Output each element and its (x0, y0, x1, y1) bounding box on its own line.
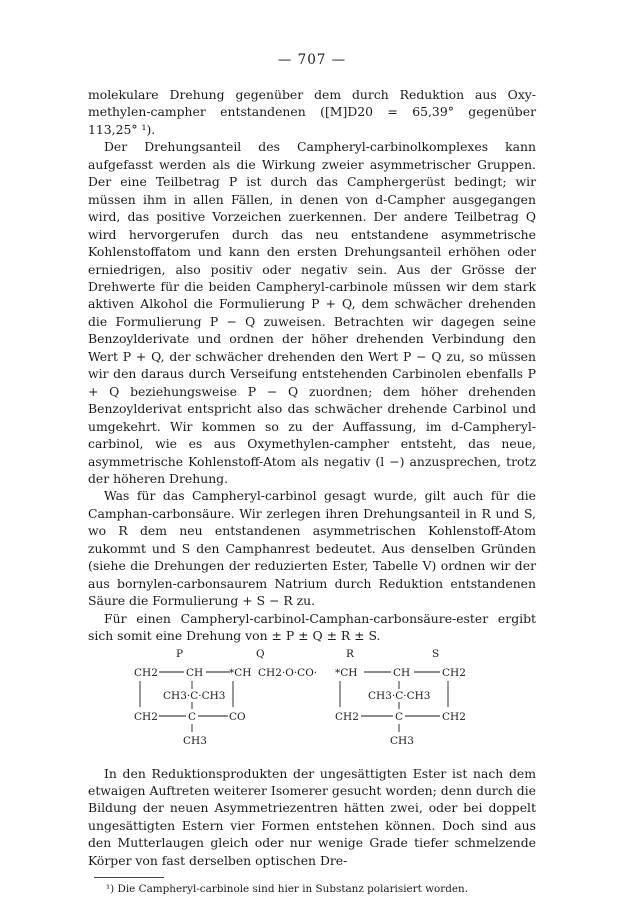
formula-label-s: S (432, 647, 440, 660)
formula-right-star-ch: *CH (335, 666, 358, 679)
formula-label-q: Q (256, 647, 265, 660)
formula-right-ch: CH (393, 666, 411, 679)
page-content (88, 52, 536, 896)
formula-left-bottom-c: C (188, 710, 197, 723)
formula-right-bottom-ch2: CH2 (335, 710, 359, 723)
formula-star-ch: *CH (229, 666, 252, 679)
paragraph-4: Für einen Campheryl-carbinol-Camphan-carbonsäure-ester ergibt sich somit eine Drehung von ± P ± Q ± R ± S. (88, 610, 536, 644)
formula-right-bottom-ch2-end: CH2 (442, 710, 466, 723)
paragraph-1: molekulare Drehung gegenüber dem durch Reduktion aus Oxy-methylen-campher entstandenen ([M]D20 = 65,39° gegenüber 113,25° ¹). (88, 87, 536, 137)
formula-left-bottom-ch2: CH2 (134, 710, 158, 723)
formula-right-methyl: CH3 (390, 734, 414, 747)
footnote-divider (94, 877, 164, 878)
formula-label-r: R (346, 647, 354, 660)
formula-ester-link: CH2·O·CO· (258, 666, 318, 679)
paragraph-3: Was für das Campheryl-carbinol gesagt wurde, gilt auch für die Camphan-carbonsäure. Wir zerlegen ihren Drehungsanteil in R und S, wo R dem neu entstandenen asymmetrischen Kohlenstoff-Atom zukommt und S den Camphanrest bedeutet. Aus denselben Gründen (siehe die Drehungen der reduzierten Ester, Tabelle V) ordnen wir der aus bornylen-carbonsaurem Natrium durch Reduktion entstandenen Säure die Formulierung + S − R zu. (88, 488, 536, 609)
formula-left-bottom-co: CO (229, 710, 246, 723)
formula-left-ch2: CH2 (134, 666, 158, 679)
page-number: — 707 — (277, 52, 347, 68)
formula-label-p: P (176, 647, 184, 660)
formula-left-methyl: CH3 (183, 734, 207, 747)
structural-formula (88, 647, 536, 759)
formula-right-bottom-c: C (395, 710, 404, 723)
paragraph-2: Der Drehungsanteil des Campheryl-carbinolkomplexes kann aufgefasst werden als die Wirkung zweier asymmetrischer Gruppen. Der eine Teilbetrag P ist durch das Camphergerüst bedingt; wir müssen ihm in allen Fällen, in denen von d-Campher ausgegangen wird, das positive Vorzeichen zuerkennen. Der andere Teilbetrag Q wird hervorgerufen durch das neu entstandene asymmetrische Kohlenstoffatom und kann den ersten Drehungsanteil erhöhen oder erniedrigen, also positiv oder negativ sein. Aus der Grösse der Drehwerte für die beiden Campheryl-carbinole müssen wir dem stark aktiven Alkohol die Formulierung P + Q, dem schwächer drehenden die Formulierung P − Q zuweisen. Betrachten wir dagegen seine Benzoylderivate und ordnen der höher drehenden Verbindung den Wert P + Q, der schwächer drehenden den Wert P − Q zu, so müssen wir den daraus durch Verseifung entstehenden Carbinolen ebenfalls P + Q beziehungsweise P − Q zuordnen; dem höher drehenden Benzoylderivat entspricht also das schwächer drehende Carbinol und umgekehrt. Wir kommen so zu der Auffassung, im d-Campheryl-carbinol, wie es aus Oxymethylen-campher entsteht, das neue, asymmetrische Kohlenstoff-Atom als negativ (l −) anzusprechen, trotz der höheren Drehung. (88, 139, 536, 486)
paragraph-5: In den Reduktionsprodukten der ungesättigten Ester ist nach dem etwaigen Auftreten weiterer Isomerer gesucht worden; denn durch die Bildung der neuen Asymmetriezentren hätten zwei, oder bei doppelt ungesättigten Estern vier Formen entstehen können. Doch sind aus den Mutterlaugen gleich oder nur wenige Grade tiefer schmelzende Körper von fast derselben optischen Dre- (88, 765, 536, 868)
footnote: ¹) Die Campheryl-carbinole sind hier in Substanz polarisiert worden. (106, 883, 469, 896)
formula-left-ch: CH (186, 666, 204, 679)
formula-right-gem-dimethyl: CH3·C·CH3 (368, 689, 431, 702)
formula-right-ch2: CH2 (442, 666, 466, 679)
formula-left-gem-dimethyl: CH3·C·CH3 (163, 689, 226, 702)
